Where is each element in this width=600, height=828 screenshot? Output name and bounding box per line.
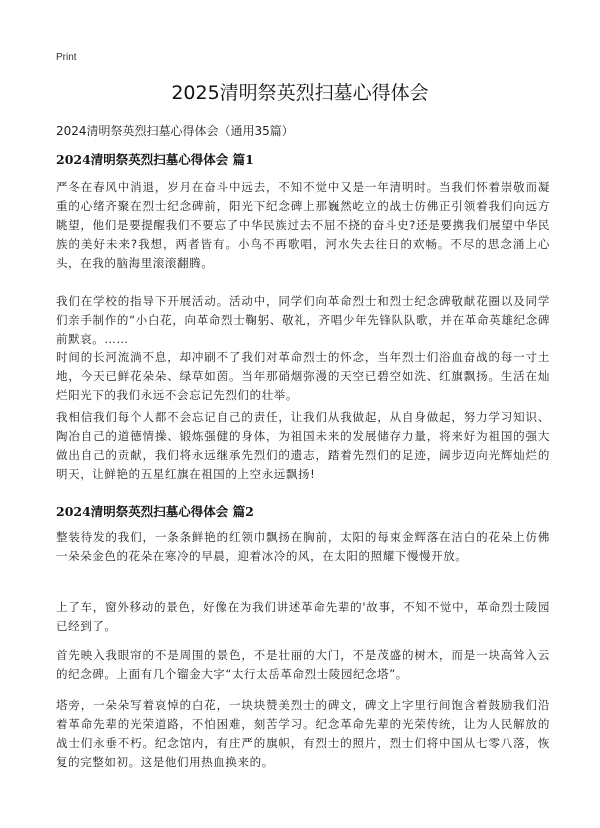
paragraph: 严冬在春风中消退，岁月在奋斗中远去，不知不觉中又是一年清明时。当我们怀着崇敬而凝重的心绪齐聚在烈士纪念碑前，阳光下纪念碑上那巍然屹立的战士仿佛正引领着我们向远方眺望，他们是要提醒我们不要忘了中华民族过去不屈不挠的奋斗史?还是要携我们展望中华民族的美好未来?我想，两者皆有。小鸟不再歌唱，河水失去往日的欢畅。不尽的思念涌上心头，在我的脑海里滚滚翻腾。 — [56, 180, 550, 270]
section-heading-1: 2024清明祭英烈扫墓心得体会 篇1 — [56, 152, 254, 167]
page-title: 2025清明祭英烈扫墓心得体会 — [171, 82, 429, 104]
paragraph: 首先映入我眼帘的不是周围的景色，不是壮丽的大门，不是茂盛的树木，而是一块高耸入云的纪念碑。上面有几个镏金大字“太行太岳革命烈士陵园纪念塔”。 — [56, 648, 550, 681]
paragraph: 我们在学校的指导下开展活动。活动中，同学们向革命烈士和烈士纪念碑敬献花圈以及同学们亲手制作的“小白花，向革命烈士鞠躬、敬礼，齐唱少年先锋队队歌，并在革命英雄纪念碑前默哀。…… — [56, 294, 550, 346]
section-heading-2: 2024清明祭英烈扫墓心得体会 篇2 — [56, 504, 254, 519]
paragraph: 塔旁，一朵朵写着哀悼的白花，一块块赞美烈士的碑文，碑文上字里行间饱含着鼓励我们沿着革命先辈的光荣道路，不怕困难，刻苦学习。纪念革命先辈的光荣传统，让为人民解放的战士们永垂不朽。纪念馆内，有庄严的旗帜，有烈士的照片，烈士们将中国从七零八落，恢复的完整如初。这是他们用热血换来的。 — [56, 698, 550, 769]
document-subtitle: 2024清明祭英烈扫墓心得体会（通用35篇） — [56, 124, 294, 138]
print-link[interactable]: Print — [56, 52, 77, 63]
paragraph: 时间的长河流淌不息，却冲刷不了我们对革命烈士的怀念，当年烈士们浴血奋战的每一寸土地，今天已鲜花朵朵、绿草如茵。当年那硝烟弥漫的天空已碧空如洗、红旗飘扬。生活在灿烂阳光下的我们永远不会忘记先烈们的壮举。 — [56, 350, 550, 402]
paragraph: 整装待发的我们，一条条鲜艳的红领巾飘扬在胸前，太阳的每束金辉落在洁白的花朵上仿佛一朵朵金色的花朵在寒冷的早晨，迎着冰冷的风，在太阳的照耀下慢慢开放。 — [56, 530, 550, 563]
paragraph: 上了车，窗外移动的景色，好像在为我们讲述革命先辈的'故事，不知不觉中，革命烈士陵园已经到了。 — [56, 600, 550, 633]
paragraph: 我相信我们每个人都不会忘记自己的责任，让我们从我做起，从自身做起，努力学习知识、陶冶自己的道德情操、锻炼强健的身体，为祖国未来的发展储存力量，将来好为祖国的强大做出自己的贡献，我们将永远继承先烈们的遗志，踏着先烈们的足迹，阔步迈向光辉灿烂的明天，让鲜艳的五星红旗在祖国的上空永远飘扬! — [56, 410, 550, 481]
